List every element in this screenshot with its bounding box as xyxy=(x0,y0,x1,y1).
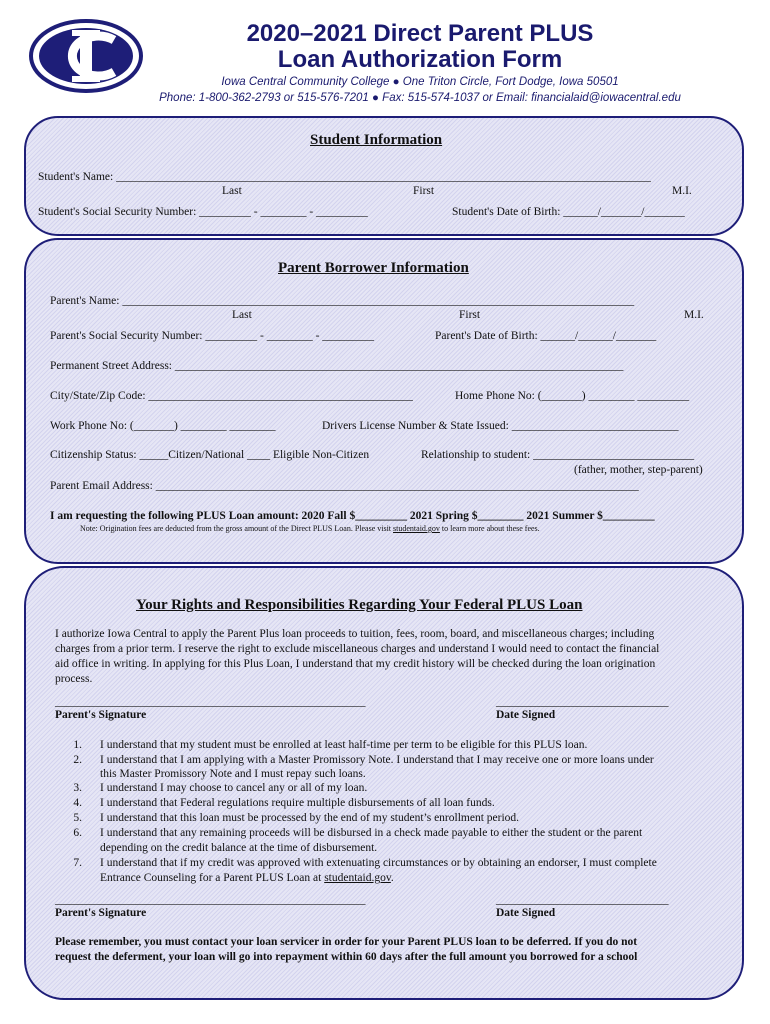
list-number: 4. xyxy=(73,797,82,809)
deferment-reminder-line1: Please remember, you must contact your loan servicer in order for your Parent PLUS loan to be deferred. If you do not xyxy=(55,936,638,948)
parent-first-label: First xyxy=(459,309,481,321)
list-item-continued: this Master Promissory Note and I must repay such loans. xyxy=(100,768,366,780)
authorization-paragraph: I authorize Iowa Central to apply the Parent Plus loan proceeds to tuition, fees, room, board, and miscellaneous charges; including charges from a prior term. I reserve the right to exclude miscellaneous charges and understand I would need to contact the financial aid office in writing. In applying for this Plus Loan, I understand that my credit history will be checked during the loan origination process. xyxy=(55,628,660,685)
college-contact: Phone: 1-800-362-2793 or 515-576-7201 ● Fax: 515-574-1037 or Email: financialaid@iowacentral.edu xyxy=(159,92,681,104)
loan-amount-request[interactable]: I am requesting the following PLUS Loan amount: 2020 Fall $_________ 2021 Spring $________ 2021 Summer $_________ xyxy=(50,510,655,522)
date-signed-line-1[interactable]: ______________________________ xyxy=(496,696,669,708)
studentaid-link-2[interactable]: studentaid.gov xyxy=(324,872,391,884)
list-item: I understand that Federal regulations require multiple disbursements of all loan funds. xyxy=(100,797,495,809)
parent-signature-label-2: Parent's Signature xyxy=(55,907,147,919)
logo-letters: IC xyxy=(28,18,29,19)
parent-home-phone-field[interactable]: Home Phone No: (_______) ________ _________ xyxy=(455,390,690,402)
college-address: Iowa Central Community College ● One Triton Circle, Fort Dodge, Iowa 50501 xyxy=(221,76,619,88)
list-item-continued: Entrance Counseling for a Parent PLUS Loan at studentaid.gov. xyxy=(100,872,394,884)
student-dob-field[interactable]: Student's Date of Birth: ______/_______/_______ xyxy=(452,206,685,218)
date-signed-label-1: Date Signed xyxy=(496,709,556,721)
list-number: 2. xyxy=(73,754,82,766)
citizenship-status-field[interactable]: Citizenship Status: _____Citizen/National ____ Eligible Non-Citizen xyxy=(50,449,370,461)
student-info-heading: Student Information xyxy=(310,132,443,148)
form-title-line1: 2020–2021 Direct Parent PLUS xyxy=(246,20,594,47)
deferment-reminder-line2: request the deferment, your loan will go into repayment within 60 days after the full amount you borrowed for a school xyxy=(55,951,638,963)
relationship-field[interactable]: Relationship to student: ____________________________ xyxy=(421,449,695,461)
list-item: I understand that this loan must be processed by the end of my student’s enrollment period. xyxy=(100,812,520,824)
parent-license-field[interactable]: Drivers License Number & State Issued: _____________________________ xyxy=(322,420,679,432)
student-name-field[interactable]: Student's Name: _____________________________________________________________________________________________ xyxy=(38,171,651,183)
date-signed-label-2: Date Signed xyxy=(496,907,556,919)
parent-city-field[interactable]: City/State/Zip Code: ______________________________________________ xyxy=(50,390,413,402)
parent-mi-label: M.I. xyxy=(684,309,704,321)
parent-signature-line-1[interactable]: ______________________________________________________ xyxy=(55,696,366,708)
list-item: I understand that if my credit was approved with extenuating circumstances or by obtaining an endorser, I must complete xyxy=(100,857,657,869)
origination-fee-note: Note: Origination fees are deducted from the gross amount of the Direct PLUS Loan. Please visit studentaid.gov to learn more about these fees. xyxy=(80,524,540,533)
student-mi-label: M.I. xyxy=(672,185,692,197)
parent-ssn-field[interactable]: Parent's Social Security Number: _________ - ________ - _________ xyxy=(50,330,375,342)
parent-dob-field[interactable]: Parent's Date of Birth: ______/______/_______ xyxy=(435,330,657,342)
list-item: I understand I may choose to cancel any or all of my loan. xyxy=(100,782,368,794)
parent-name-field[interactable]: Parent's Name: _________________________________________________________________________________________ xyxy=(50,295,635,307)
list-number: 3. xyxy=(73,782,82,794)
list-item: I understand that any remaining proceeds will be disbursed in a check made payable to either the student or the parent xyxy=(100,827,643,839)
student-last-label: Last xyxy=(222,185,242,197)
relationship-hint: (father, mother, step-parent) xyxy=(574,464,703,476)
college-logo xyxy=(28,18,144,94)
list-number: 7. xyxy=(73,857,82,869)
list-number: 1. xyxy=(73,739,82,751)
list-item-continued: depending on the credit balance at the time of disbursement. xyxy=(100,842,378,854)
list-number: 5. xyxy=(73,812,82,824)
parent-info-heading: Parent Borrower Information xyxy=(278,260,469,276)
list-number: 6. xyxy=(73,827,82,839)
list-item: I understand that I am applying with a Master Promissory Note. I understand that I may receive one or more loans under xyxy=(100,754,654,766)
parent-work-phone-field[interactable]: Work Phone No: (_______) ________ ________ xyxy=(50,420,276,432)
parent-signature-line-2[interactable]: ______________________________________________________ xyxy=(55,894,366,906)
student-ssn-field[interactable]: Student's Social Security Number: _________ - ________ - _________ xyxy=(38,206,368,218)
parent-address-field[interactable]: Permanent Street Address: ______________________________________________________________________________ xyxy=(50,360,624,372)
parent-signature-label-1: Parent's Signature xyxy=(55,709,147,721)
studentaid-link[interactable]: studentaid.gov xyxy=(393,524,440,533)
rights-heading: Your Rights and Responsibilities Regarding Your Federal PLUS Loan xyxy=(136,597,583,613)
list-item: I understand that my student must be enrolled at least half-time per term to be eligible for this PLUS loan. xyxy=(100,739,588,751)
date-signed-line-2[interactable]: ______________________________ xyxy=(496,894,669,906)
parent-last-label: Last xyxy=(232,309,252,321)
form-title-line2: Loan Authorization Form xyxy=(277,46,563,73)
parent-email-field[interactable]: Parent Email Address: ____________________________________________________________________________________ xyxy=(50,480,639,492)
student-first-label: First xyxy=(413,185,435,197)
